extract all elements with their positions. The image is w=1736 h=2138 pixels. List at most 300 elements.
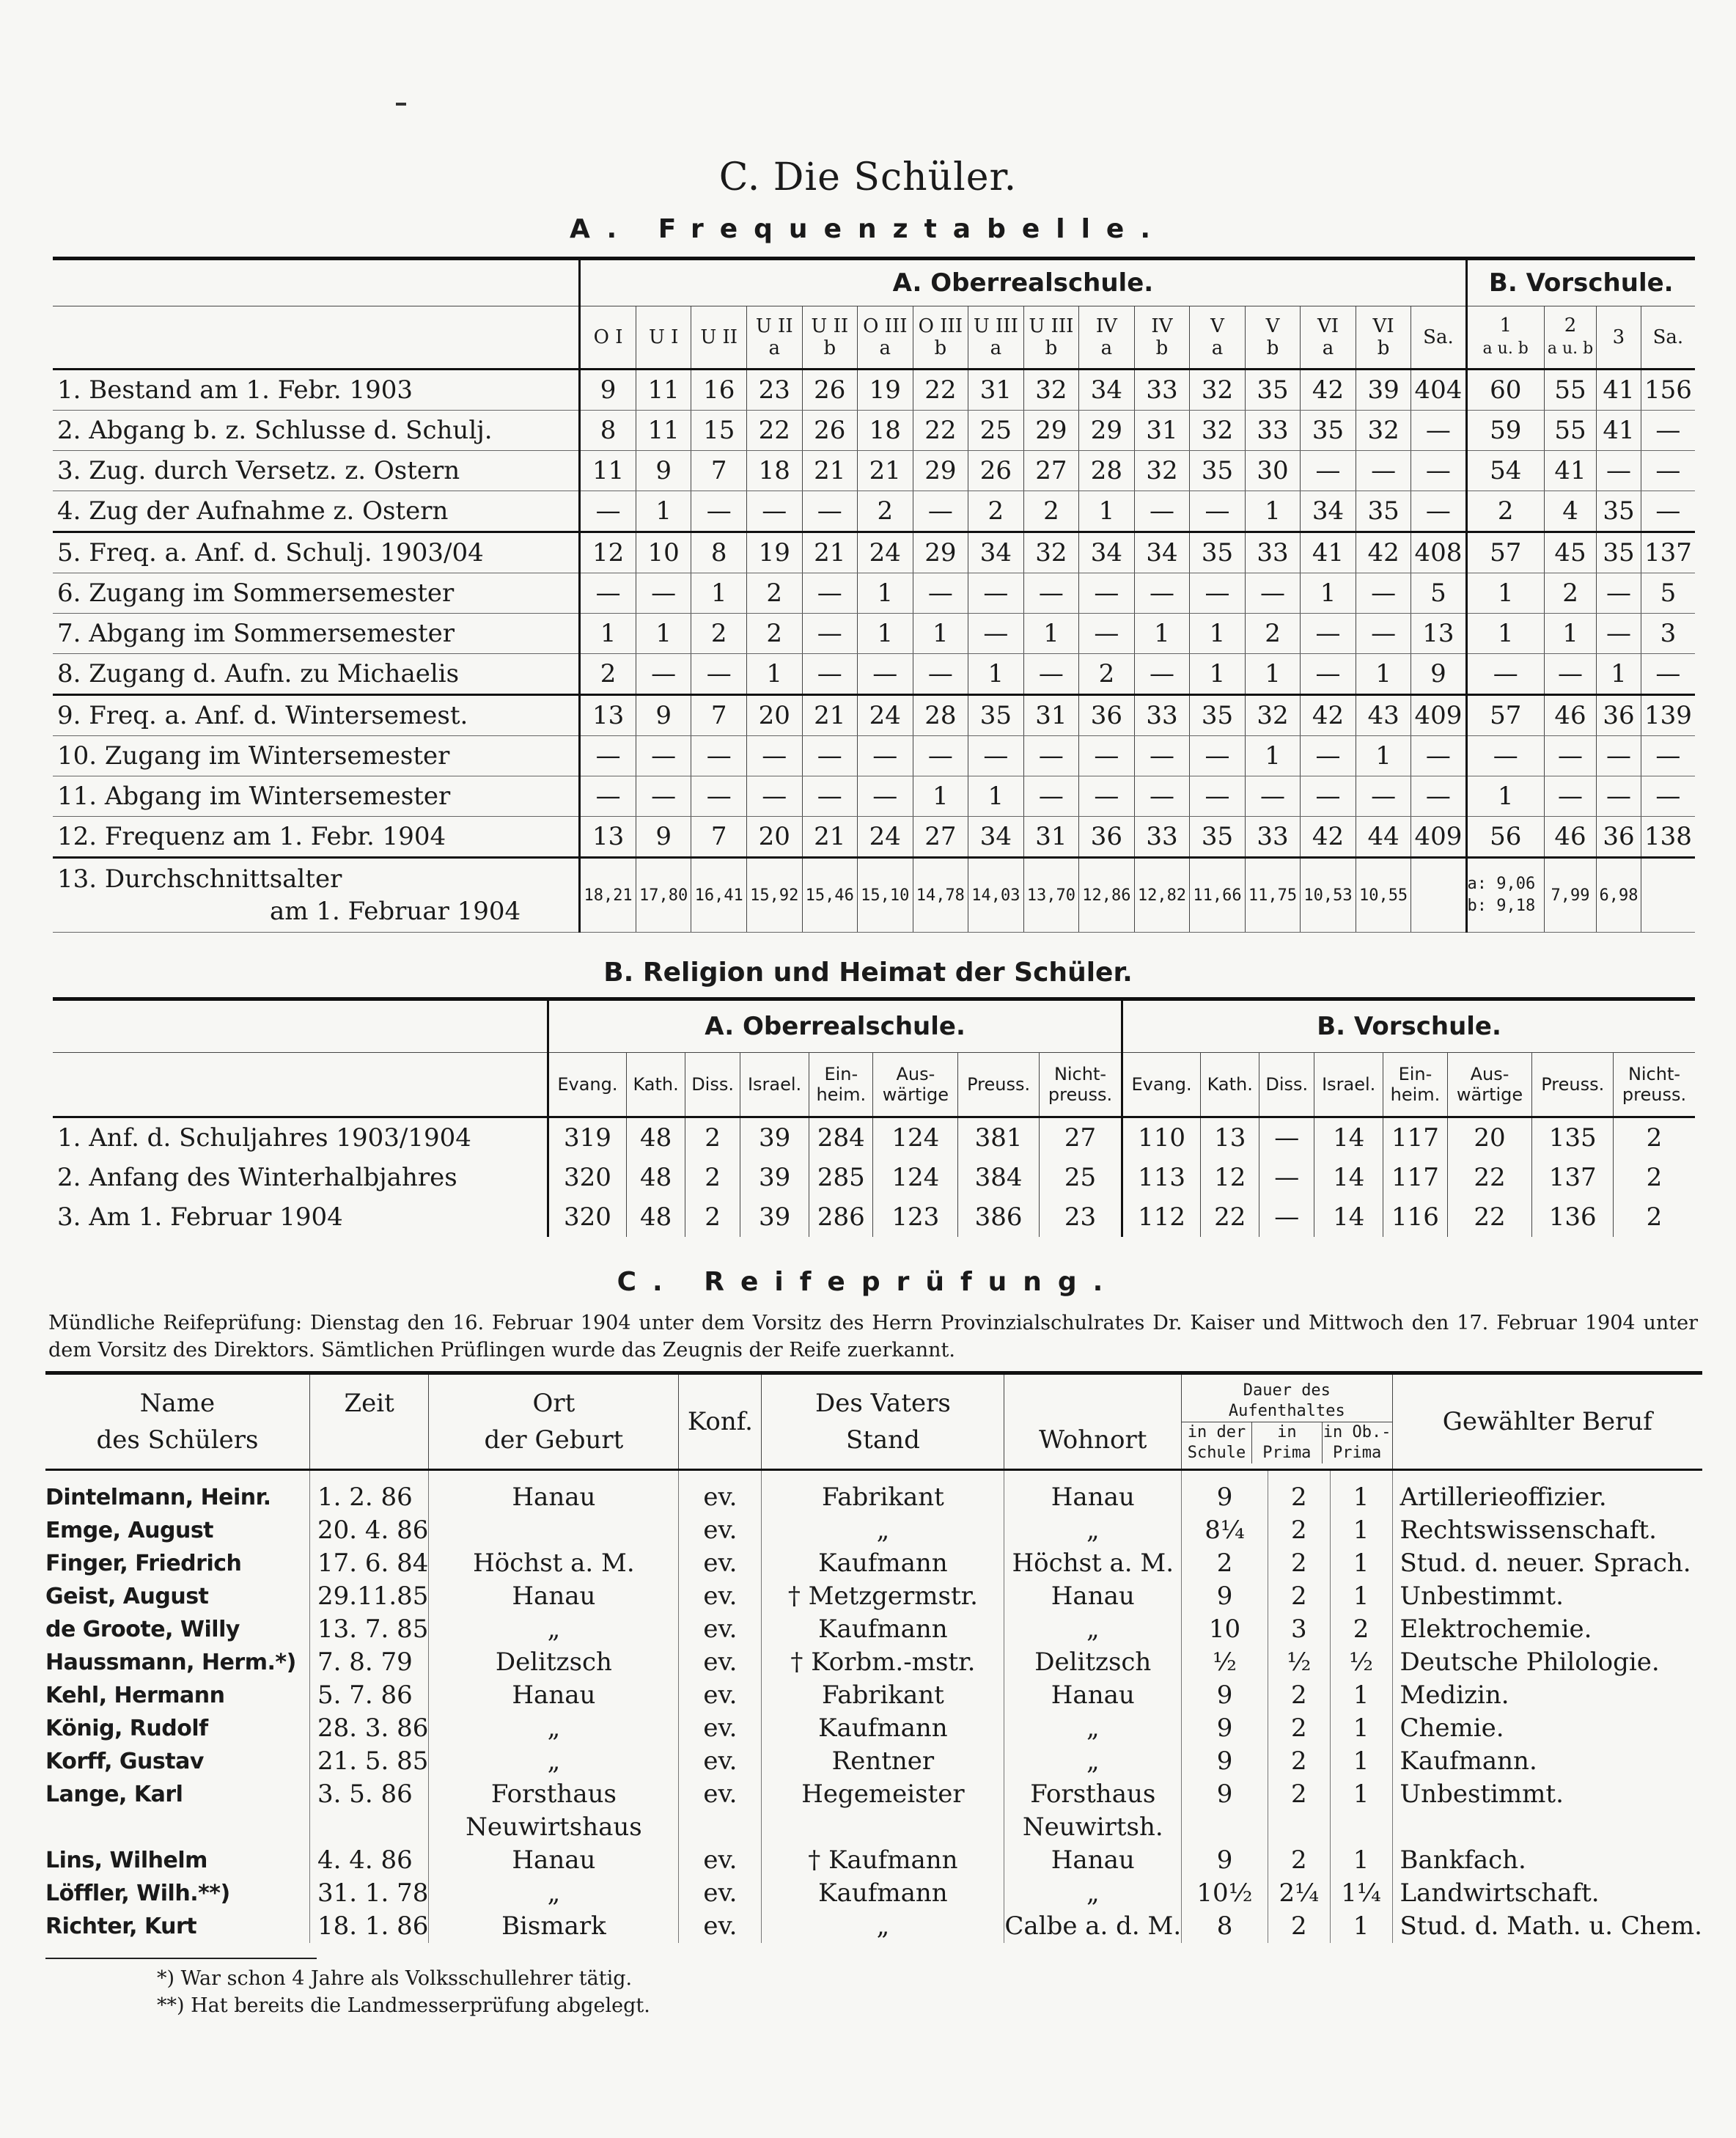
cell: — bbox=[1134, 736, 1190, 776]
table-row bbox=[53, 614, 1695, 654]
religion-col-name: Preuss. bbox=[1541, 1074, 1605, 1095]
cell: 21 bbox=[802, 451, 858, 491]
religion-col-name: Evang. bbox=[1131, 1074, 1192, 1095]
table-row bbox=[53, 411, 1695, 451]
age-cell: 12,86 bbox=[1079, 858, 1135, 933]
h-konf: Konf. bbox=[679, 1373, 762, 1470]
cell: — bbox=[1134, 654, 1190, 695]
row-label: 6. Zugang im Sommersemester bbox=[53, 573, 580, 614]
birth-place: Neuwirtshaus bbox=[429, 1811, 679, 1844]
cell: — bbox=[1301, 654, 1356, 695]
religion-col-head bbox=[1122, 1053, 1201, 1117]
cell: 1 bbox=[1023, 614, 1079, 654]
years-obprima: 1¼ bbox=[1330, 1877, 1392, 1910]
pre-cell: 1 bbox=[1597, 654, 1641, 695]
cell: 19 bbox=[746, 532, 802, 573]
cell: 28 bbox=[913, 695, 968, 736]
cell: 34 bbox=[968, 532, 1024, 573]
cell: 1 bbox=[1245, 736, 1301, 776]
cell: 2 bbox=[685, 1197, 740, 1237]
age-cell bbox=[1411, 858, 1466, 933]
cell: — bbox=[1259, 1158, 1314, 1197]
cell: — bbox=[1411, 776, 1466, 817]
pre-cell: 137 bbox=[1641, 532, 1695, 573]
cell: 2 bbox=[691, 614, 747, 654]
freq-col-sub: a bbox=[1322, 337, 1334, 359]
cell: 42 bbox=[1356, 532, 1411, 573]
birth-date: 7. 8. 79 bbox=[310, 1646, 429, 1679]
cell: 29 bbox=[913, 451, 968, 491]
cell: — bbox=[1245, 573, 1301, 614]
age-cell: 12,82 bbox=[1134, 858, 1190, 933]
cell: 29 bbox=[913, 532, 968, 573]
years-obprima: 1 bbox=[1330, 1910, 1392, 1943]
cell: 31 bbox=[1023, 817, 1079, 858]
chosen-profession: Bankfach. bbox=[1392, 1844, 1702, 1877]
cell: 48 bbox=[626, 1158, 685, 1197]
table-row bbox=[53, 736, 1695, 776]
father-residence: Hanau bbox=[1004, 1679, 1182, 1712]
birth-date: 1. 2. 86 bbox=[310, 1470, 429, 1515]
pre-cell: 3 bbox=[1641, 614, 1695, 654]
student-name: Lange, Karl bbox=[45, 1782, 183, 1807]
table-row bbox=[53, 654, 1695, 695]
father-profession: Hegemeister bbox=[762, 1778, 1004, 1811]
chosen-profession: Artillerieoffizier. bbox=[1392, 1470, 1702, 1515]
pre-cell: 2 bbox=[1544, 573, 1596, 614]
cell: 21 bbox=[802, 532, 858, 573]
row-label: 7. Abgang im Sommersemester bbox=[53, 614, 580, 654]
table-row bbox=[45, 1811, 1702, 1844]
table-row-age bbox=[53, 858, 1695, 933]
cell: 1 bbox=[913, 776, 968, 817]
h-zeit: Zeit bbox=[310, 1373, 429, 1470]
cell: — bbox=[913, 654, 968, 695]
pre-cell: 156 bbox=[1641, 370, 1695, 411]
cell: 42 bbox=[1301, 817, 1356, 858]
cell: 29 bbox=[1079, 411, 1135, 451]
years-school: 9 bbox=[1182, 1778, 1268, 1811]
cell: — bbox=[1301, 614, 1356, 654]
years-obprima: 1 bbox=[1330, 1844, 1392, 1877]
age-pre-a: a: 9,06 bbox=[1467, 875, 1536, 893]
birth-place: Forsthaus bbox=[429, 1778, 679, 1811]
cell: — bbox=[1079, 614, 1135, 654]
birth-place: Hanau bbox=[429, 1580, 679, 1613]
cell: — bbox=[1356, 573, 1411, 614]
table-row bbox=[45, 1470, 1702, 1515]
confession: ev. bbox=[679, 1745, 762, 1778]
chosen-profession: Elektrochemie. bbox=[1392, 1613, 1702, 1646]
cell: 1 bbox=[1079, 491, 1135, 532]
cell: 1 bbox=[636, 491, 691, 532]
print-mark bbox=[396, 103, 406, 106]
age-cell: 17,80 bbox=[636, 858, 691, 933]
cell: 33 bbox=[1134, 695, 1190, 736]
cell: 35 bbox=[1356, 491, 1411, 532]
freq-col-head bbox=[802, 306, 858, 370]
religion-col-sub: wärtige bbox=[882, 1084, 949, 1105]
student-name: Richter, Kurt bbox=[45, 1914, 197, 1939]
pre-cell: 138 bbox=[1641, 817, 1695, 858]
pre-cell: — bbox=[1597, 573, 1641, 614]
cell: — bbox=[1190, 573, 1246, 614]
cell: 2 bbox=[1245, 614, 1301, 654]
table-row bbox=[45, 1580, 1702, 1613]
student-name: Emge, August bbox=[45, 1518, 214, 1543]
cell: — bbox=[746, 776, 802, 817]
cell: — bbox=[636, 736, 691, 776]
cell: — bbox=[913, 736, 968, 776]
pre-cell: 55 bbox=[1544, 370, 1596, 411]
cell: 35 bbox=[1245, 370, 1301, 411]
age-label-1: 13. Durchschnittsalter bbox=[57, 864, 342, 894]
cell: — bbox=[1190, 776, 1246, 817]
cell: 26 bbox=[968, 451, 1024, 491]
father-profession: „ bbox=[762, 1910, 1004, 1943]
cell: 13 bbox=[1201, 1117, 1259, 1158]
religion-col-name: Kath. bbox=[633, 1074, 679, 1095]
religion-col-sub: heim. bbox=[816, 1084, 867, 1105]
cell: — bbox=[913, 491, 968, 532]
cell: 20 bbox=[1447, 1117, 1532, 1158]
birth-date: 17. 6. 84 bbox=[310, 1547, 429, 1580]
table-row bbox=[45, 1547, 1702, 1580]
cell: 8 bbox=[691, 532, 747, 573]
cell: 32 bbox=[1245, 695, 1301, 736]
father-residence: Delitzsch bbox=[1004, 1646, 1182, 1679]
freq-col-head bbox=[636, 306, 691, 370]
cell: — bbox=[1190, 736, 1246, 776]
cell: — bbox=[1259, 1117, 1314, 1158]
age-cell: 10,53 bbox=[1301, 858, 1356, 933]
cell: — bbox=[691, 736, 747, 776]
cell: 10 bbox=[636, 532, 691, 573]
years-prima bbox=[1268, 1811, 1330, 1844]
pre-cell: — bbox=[1597, 451, 1641, 491]
freq-col-sub: a bbox=[879, 337, 891, 359]
cell: — bbox=[1356, 614, 1411, 654]
cell: 116 bbox=[1383, 1197, 1447, 1237]
h-obprima: in Ob.-Prima bbox=[1323, 1422, 1391, 1462]
pre-cell: 41 bbox=[1597, 370, 1641, 411]
cell: — bbox=[968, 736, 1024, 776]
pre-cell: 1 bbox=[1544, 614, 1596, 654]
table-row bbox=[45, 1910, 1702, 1943]
cell: 27 bbox=[913, 817, 968, 858]
freq-col-sub: b bbox=[1045, 337, 1058, 359]
age-cell: 15,92 bbox=[746, 858, 802, 933]
cell: 381 bbox=[958, 1117, 1040, 1158]
row-label: 11. Abgang im Wintersemester bbox=[53, 776, 580, 817]
cell: 113 bbox=[1122, 1158, 1201, 1197]
cell: 1 bbox=[580, 614, 636, 654]
cell: 9 bbox=[636, 451, 691, 491]
row-label: 5. Freq. a. Anf. d. Schulj. 1903/04 bbox=[53, 532, 580, 573]
father-profession: Kaufmann bbox=[762, 1712, 1004, 1745]
cell: 11 bbox=[580, 451, 636, 491]
birth-date: 20. 4. 86 bbox=[310, 1514, 429, 1547]
confession: ev. bbox=[679, 1844, 762, 1877]
cell: 135 bbox=[1532, 1117, 1614, 1158]
freq-col-name: O III bbox=[918, 315, 963, 337]
years-prima: 2 bbox=[1268, 1745, 1330, 1778]
cell: 22 bbox=[1201, 1197, 1259, 1237]
pre-cell: 1 bbox=[1466, 573, 1544, 614]
confession: ev. bbox=[679, 1646, 762, 1679]
cell: — bbox=[1079, 776, 1135, 817]
cell: 110 bbox=[1122, 1117, 1201, 1158]
pre-cell: — bbox=[1641, 654, 1695, 695]
cell: — bbox=[1079, 573, 1135, 614]
chosen-profession: Stud. d. Math. u. Chem. bbox=[1392, 1910, 1702, 1943]
pre-col-name: Sa. bbox=[1652, 326, 1684, 348]
section-c-title: C. Reifeprüfung. bbox=[617, 1267, 1119, 1297]
religion-col-sub: wärtige bbox=[1456, 1084, 1523, 1105]
table-row bbox=[45, 1778, 1702, 1811]
age-cell: 11,66 bbox=[1190, 858, 1246, 933]
cell: 14 bbox=[1314, 1197, 1383, 1237]
father-profession: Kaufmann bbox=[762, 1877, 1004, 1910]
chosen-profession: Unbestimmt. bbox=[1392, 1580, 1702, 1613]
chosen-profession bbox=[1392, 1811, 1702, 1844]
age-cell: 11,75 bbox=[1245, 858, 1301, 933]
student-name: Haussmann, Herm.*) bbox=[45, 1650, 296, 1675]
religion-col-head bbox=[809, 1053, 873, 1117]
exam-note: Mündliche Reifeprüfung: Dienstag den 16. Februar 1904 unter dem Vorsitz des Herrn Provinzialschulrates Dr. Kaiser und Mittwoch den 17. Februar 1904 unter dem Vorsitz des Direktors. Sämtlichen Prüflingen wurde das Zeugnis der Reife zuerkannt. bbox=[48, 1312, 1698, 1362]
cell: 286 bbox=[809, 1197, 873, 1237]
birth-date: 13. 7. 85 bbox=[310, 1613, 429, 1646]
cell: — bbox=[1134, 573, 1190, 614]
religion-col-head bbox=[873, 1053, 958, 1117]
cell: — bbox=[968, 614, 1024, 654]
religion-corner-sub bbox=[53, 1053, 548, 1117]
table-row bbox=[45, 1613, 1702, 1646]
father-residence: „ bbox=[1004, 1613, 1182, 1646]
chosen-profession: Landwirtschaft. bbox=[1392, 1877, 1702, 1910]
cell: 16 bbox=[691, 370, 747, 411]
birth-place: „ bbox=[429, 1613, 679, 1646]
pre-cell: — bbox=[1597, 614, 1641, 654]
cell: 15 bbox=[691, 411, 747, 451]
religion-col-head bbox=[958, 1053, 1040, 1117]
row-label: 12. Frequenz am 1. Febr. 1904 bbox=[53, 817, 580, 858]
table-row bbox=[45, 1745, 1702, 1778]
cell: 39 bbox=[740, 1117, 809, 1158]
cell: 7 bbox=[691, 451, 747, 491]
cell: 123 bbox=[873, 1197, 958, 1237]
cell: — bbox=[1023, 776, 1079, 817]
confession: ev. bbox=[679, 1910, 762, 1943]
religion-col-sub: preuss. bbox=[1622, 1084, 1687, 1105]
years-school bbox=[1182, 1811, 1268, 1844]
freq-col-head bbox=[1190, 306, 1246, 370]
years-prima: 3 bbox=[1268, 1613, 1330, 1646]
age-cell: 18,21 bbox=[580, 858, 636, 933]
father-residence: Calbe a. d. M. bbox=[1004, 1910, 1182, 1943]
freq-col-head bbox=[580, 306, 636, 370]
cell: — bbox=[1411, 736, 1466, 776]
student-name: Kehl, Hermann bbox=[45, 1683, 225, 1708]
cell: 384 bbox=[958, 1158, 1040, 1197]
cell: — bbox=[802, 614, 858, 654]
cell: 320 bbox=[548, 1197, 627, 1237]
years-school: 9 bbox=[1182, 1470, 1268, 1515]
cell: 1 bbox=[1190, 654, 1246, 695]
table-row bbox=[53, 817, 1695, 858]
cell: 25 bbox=[1039, 1158, 1122, 1197]
cell: — bbox=[1023, 573, 1079, 614]
cell: 39 bbox=[1356, 370, 1411, 411]
cell: 31 bbox=[1023, 695, 1079, 736]
age-pre-b: b: 9,18 bbox=[1467, 897, 1536, 915]
father-profession: † Korbm.-mstr. bbox=[762, 1646, 1004, 1679]
pre-cell: 54 bbox=[1466, 451, 1544, 491]
cell: 1 bbox=[1356, 736, 1411, 776]
age-cell: 14,03 bbox=[968, 858, 1024, 933]
h-wohnort: Wohnort bbox=[1004, 1373, 1182, 1470]
h-name: Name des Schülers bbox=[45, 1373, 310, 1470]
freq-col-name: VI bbox=[1317, 315, 1339, 337]
cell: 34 bbox=[1079, 370, 1135, 411]
cell: 2 bbox=[968, 491, 1024, 532]
cell: 26 bbox=[802, 411, 858, 451]
freq-col-name: U II bbox=[700, 326, 738, 348]
chosen-profession: Deutsche Philologie. bbox=[1392, 1646, 1702, 1679]
years-prima: 2 bbox=[1268, 1910, 1330, 1943]
cell: 35 bbox=[1301, 411, 1356, 451]
years-prima: 2¼ bbox=[1268, 1877, 1330, 1910]
years-school: 9 bbox=[1182, 1712, 1268, 1745]
cell: 2 bbox=[746, 573, 802, 614]
cell: — bbox=[691, 776, 747, 817]
table-row bbox=[45, 1514, 1702, 1547]
pre-cell: 41 bbox=[1544, 451, 1596, 491]
cell: 30 bbox=[1245, 451, 1301, 491]
cell: 23 bbox=[746, 370, 802, 411]
cell: 13 bbox=[580, 817, 636, 858]
years-prima: 2 bbox=[1268, 1470, 1330, 1515]
cell: 22 bbox=[1447, 1197, 1532, 1237]
table-row bbox=[53, 491, 1695, 532]
cell: 33 bbox=[1245, 817, 1301, 858]
footnote-1: *) War schon 4 Jahre als Volksschullehrer tätig. bbox=[157, 1967, 633, 1990]
freq-col-name: V bbox=[1210, 315, 1224, 337]
cell: 27 bbox=[1039, 1117, 1122, 1158]
h-ort: Ort der Geburt bbox=[429, 1373, 679, 1470]
cell: 13 bbox=[1411, 614, 1466, 654]
chosen-profession: Unbestimmt. bbox=[1392, 1778, 1702, 1811]
student-name: Korff, Gustav bbox=[45, 1749, 204, 1774]
cell: — bbox=[913, 573, 968, 614]
birth-date: 21. 5. 85 bbox=[310, 1745, 429, 1778]
religion-group-vorschule: B. Vorschule. bbox=[1122, 999, 1695, 1053]
cell: — bbox=[691, 491, 747, 532]
pre-cell: 139 bbox=[1641, 695, 1695, 736]
cell: 33 bbox=[1245, 411, 1301, 451]
cell: 136 bbox=[1532, 1197, 1614, 1237]
pre-col-name: 1 bbox=[1499, 315, 1512, 337]
cell: 32 bbox=[1023, 532, 1079, 573]
religion-col-head bbox=[685, 1053, 740, 1117]
years-prima: 2 bbox=[1268, 1547, 1330, 1580]
years-obprima: 1 bbox=[1330, 1679, 1392, 1712]
birth-place: Delitzsch bbox=[429, 1646, 679, 1679]
group-oberrealschule: A. Oberrealschule. bbox=[580, 259, 1466, 306]
pre-col-head bbox=[1641, 306, 1695, 370]
cell: 28 bbox=[1079, 451, 1135, 491]
row-label: 9. Freq. a. Anf. d. Wintersemest. bbox=[53, 695, 580, 736]
freq-col-name: U II bbox=[755, 315, 793, 337]
religion-col-name: Diss. bbox=[691, 1074, 734, 1095]
cell: 1 bbox=[968, 654, 1024, 695]
row-label: 1. Bestand am 1. Febr. 1903 bbox=[53, 370, 580, 411]
years-prima: 2 bbox=[1268, 1778, 1330, 1811]
birth-place: Hanau bbox=[429, 1679, 679, 1712]
page-heading: C. Die Schüler. bbox=[718, 155, 1018, 199]
cell: — bbox=[1301, 736, 1356, 776]
section-b-title: B. Religion und Heimat der Schüler. bbox=[603, 958, 1133, 988]
cell: — bbox=[1079, 736, 1135, 776]
cell: 21 bbox=[802, 817, 858, 858]
pre-cell: — bbox=[1597, 736, 1641, 776]
father-residence: Forsthaus bbox=[1004, 1778, 1182, 1811]
years-prima: 2 bbox=[1268, 1679, 1330, 1712]
age-cell: 14,78 bbox=[913, 858, 968, 933]
cell: — bbox=[802, 491, 858, 532]
cell: 35 bbox=[1190, 817, 1246, 858]
father-profession: † Metzgermstr. bbox=[762, 1580, 1004, 1613]
father-profession: Kaufmann bbox=[762, 1547, 1004, 1580]
birth-place: Höchst a. M. bbox=[429, 1547, 679, 1580]
pre-cell: 45 bbox=[1544, 532, 1596, 573]
religion-group-oberrealschule: A. Oberrealschule. bbox=[548, 999, 1122, 1053]
pre-cell: — bbox=[1466, 654, 1544, 695]
cell: 42 bbox=[1301, 695, 1356, 736]
father-profession: „ bbox=[762, 1514, 1004, 1547]
cell: — bbox=[1356, 776, 1411, 817]
cell: 1 bbox=[746, 654, 802, 695]
religion-col-head bbox=[1314, 1053, 1383, 1117]
religion-col-head bbox=[1383, 1053, 1447, 1117]
cell: 408 bbox=[1411, 532, 1466, 573]
freq-col-sub: a bbox=[1100, 337, 1113, 359]
freq-col-head bbox=[1301, 306, 1356, 370]
confession bbox=[679, 1811, 762, 1844]
cell: 14 bbox=[1314, 1158, 1383, 1197]
pre-cell: 41 bbox=[1597, 411, 1641, 451]
student-name: Dintelmann, Heinr. bbox=[45, 1485, 271, 1510]
cell: — bbox=[1356, 451, 1411, 491]
table-row bbox=[53, 370, 1695, 411]
age-cell: 15,10 bbox=[858, 858, 913, 933]
pre-col-head bbox=[1597, 306, 1641, 370]
cell: — bbox=[580, 776, 636, 817]
religion-col-name: Diss. bbox=[1265, 1074, 1309, 1095]
cell: 35 bbox=[1190, 451, 1246, 491]
cell: — bbox=[802, 776, 858, 817]
table-row bbox=[53, 451, 1695, 491]
freq-col-name: O I bbox=[593, 326, 623, 348]
father-residence: Hanau bbox=[1004, 1470, 1182, 1515]
cell: 12 bbox=[1201, 1158, 1259, 1197]
father-profession: Fabrikant bbox=[762, 1470, 1004, 1515]
cell: 2 bbox=[858, 491, 913, 532]
freq-col-sub: b bbox=[1377, 337, 1390, 359]
religion-col-head bbox=[626, 1053, 685, 1117]
section-a-title: A. Frequenztabelle. bbox=[569, 214, 1167, 244]
student-name: Lins, Wilhelm bbox=[45, 1848, 207, 1873]
